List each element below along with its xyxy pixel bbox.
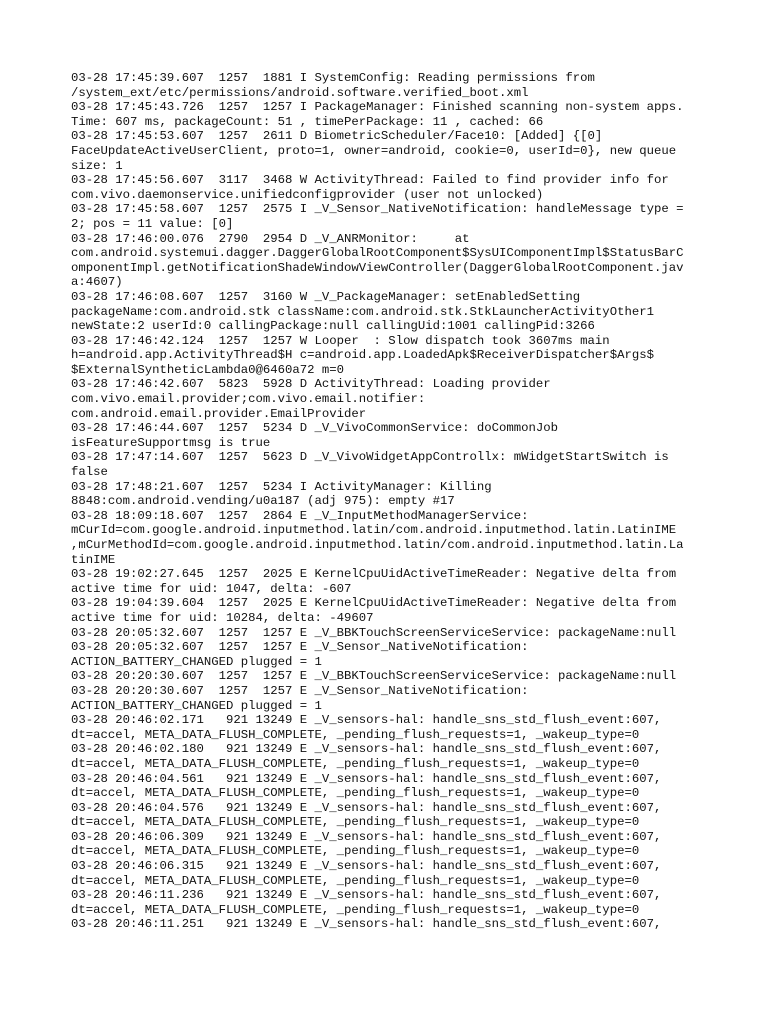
log-line: 03-28 20:46:04.561 921 13249 E _V_sensors-hal: handle_sns_std_flush_event:607,: [71, 771, 662, 786]
log-line: 03-28 20:05:32.607 1257 1257 E _V_Sensor_NativeNotification:: [71, 640, 529, 655]
log-line: ACTION_BATTERY_CHANGED plugged = 1: [71, 654, 322, 669]
log-line: 03-28 17:46:44.607 1257 5234 D _V_VivoCommonService: doCommonJob: [71, 421, 559, 436]
log-line: com.vivo.daemonservice.unifiedconfigprovider (user not unlocked): [71, 187, 544, 202]
log-line: 2; pos = 11 value: [0]: [71, 216, 234, 231]
log-line: 03-28 20:46:02.171 921 13249 E _V_sensors-hal: handle_sns_std_flush_event:607,: [71, 713, 662, 728]
log-line: 03-28 19:02:27.645 1257 2025 E KernelCpuUidActiveTimeReader: Negative delta from: [71, 567, 677, 582]
log-line: h=android.app.ActivityThread$H c=android.app.LoadedApk$ReceiverDispatcher$Args$: [71, 348, 654, 363]
log-line: omponentImpl.getNotificationShadeWindowViewController(DaggerGlobalRootComponent.jav: [71, 260, 684, 275]
log-line: 03-28 20:46:06.315 921 13249 E _V_sensors-hal: handle_sns_std_flush_event:607,: [71, 859, 662, 874]
log-line: /system_ext/etc/permissions/android.software.verified_boot.xml: [71, 85, 529, 100]
log-line: 03-28 20:20:30.607 1257 1257 E _V_BBKTouchScreenServiceService: packageName:null: [71, 669, 677, 684]
log-line: dt=accel, META_DATA_FLUSH_COMPLETE, _pending_flush_requests=1, _wakeup_type=0: [71, 756, 640, 771]
log-line: 03-28 20:20:30.607 1257 1257 E _V_Sensor_NativeNotification:: [71, 683, 529, 698]
log-document: [71, 71, 701, 932]
log-line: 03-28 19:04:39.604 1257 2025 E KernelCpuUidActiveTimeReader: Negative delta from: [71, 596, 677, 611]
log-line: com.vivo.email.provider;com.vivo.email.notifier:: [71, 392, 426, 407]
log-line: 03-28 20:05:32.607 1257 1257 E _V_BBKTouchScreenServiceService: packageName:null: [71, 625, 677, 640]
log-line: 03-28 17:45:43.726 1257 1257 I PackageManager: Finished scanning non-system apps.: [71, 100, 684, 115]
log-line: size: 1: [71, 158, 123, 173]
log-line: packageName:com.android.stk className:com.android.stk.StkLauncherActivityOther1: [71, 304, 654, 319]
log-line: dt=accel, META_DATA_FLUSH_COMPLETE, _pending_flush_requests=1, _wakeup_type=0: [71, 844, 640, 859]
log-line: com.android.systemui.dagger.DaggerGlobalRootComponent$SysUIComponentImpl$StatusBarC: [71, 246, 684, 261]
log-line: tinIME: [71, 552, 116, 567]
log-line: 03-28 17:45:39.607 1257 1881 I SystemConfig: Reading permissions from: [71, 71, 595, 85]
log-line: false: [71, 465, 108, 480]
log-line: ,mCurMethodId=com.google.android.inputmethod.latin/com.android.inputmethod.latin.La: [71, 538, 684, 552]
log-line: dt=accel, META_DATA_FLUSH_COMPLETE, _pending_flush_requests=1, _wakeup_type=0: [71, 873, 640, 888]
log-line: 03-28 20:46:06.309 921 13249 E _V_sensors-hal: handle_sns_std_flush_event:607,: [71, 829, 662, 844]
log-line: active time for uid: 10284, delta: -49607: [71, 610, 374, 625]
log-line: a:4607): [71, 275, 123, 290]
log-line: 03-28 20:46:04.576 921 13249 E _V_sensors-hal: handle_sns_std_flush_event:607,: [71, 800, 662, 815]
log-line: 03-28 20:46:11.251 921 13249 E _V_sensors-hal: handle_sns_std_flush_event:607,: [71, 917, 662, 932]
log-line: newState:2 userId:0 callingPackage:null callingUid:1001 callingPid:3266: [71, 319, 595, 334]
log-line: FaceUpdateActiveUserClient, proto=1, owner=android, cookie=0, userId=0}, new queue: [71, 143, 677, 158]
log-line: $ExternalSyntheticLambda0@6460a72 m=0: [71, 362, 345, 377]
log-line: 03-28 17:45:56.607 3117 3468 W ActivityThread: Failed to find provider info for: [71, 173, 669, 188]
log-line: ACTION_BATTERY_CHANGED plugged = 1: [71, 698, 322, 713]
log-line: dt=accel, META_DATA_FLUSH_COMPLETE, _pending_flush_requests=1, _wakeup_type=0: [71, 727, 640, 742]
log-line: 03-28 17:46:08.607 1257 3160 W _V_PackageManager: setEnabledSetting: [71, 289, 581, 304]
log-line: 03-28 17:46:42.124 1257 1257 W Looper : Slow dispatch took 3607ms main: [71, 333, 610, 348]
log-line: 03-28 20:46:11.236 921 13249 E _V_sensors-hal: handle_sns_std_flush_event:607,: [71, 888, 662, 903]
log-line: 03-28 17:47:14.607 1257 5623 D _V_VivoWidgetAppControllx: mWidgetStartSwitch is: [71, 450, 669, 465]
log-line: 03-28 17:46:42.607 5823 5928 D ActivityThread: Loading provider: [71, 377, 551, 392]
log-line: 03-28 17:45:53.607 1257 2611 D BiometricScheduler/Face10: [Added] {[0]: [71, 129, 603, 144]
log-line: 03-28 20:46:02.180 921 13249 E _V_sensors-hal: handle_sns_std_flush_event:607,: [71, 742, 662, 757]
log-line: active time for uid: 1047, delta: -607: [71, 581, 352, 596]
log-line: dt=accel, META_DATA_FLUSH_COMPLETE, _pending_flush_requests=1, _wakeup_type=0: [71, 902, 640, 917]
log-line: isFeatureSupportmsg is true: [71, 435, 271, 450]
log-line: mCurId=com.google.android.inputmethod.latin/com.android.inputmethod.latin.LatinIME: [71, 523, 677, 538]
log-line: 03-28 18:09:18.607 1257 2864 E _V_InputMethodManagerService:: [71, 508, 529, 523]
log-line: dt=accel, META_DATA_FLUSH_COMPLETE, _pending_flush_requests=1, _wakeup_type=0: [71, 786, 640, 801]
log-line: 8848:com.android.vending/u0a187 (adj 975): empty #17: [71, 494, 455, 509]
log-line: 03-28 17:46:00.076 2790 2954 D _V_ANRMonitor: at: [71, 231, 470, 246]
log-line: 03-28 17:48:21.607 1257 5234 I ActivityManager: Killing: [71, 479, 492, 494]
log-line: Time: 607 ms, packageCount: 51 , timePerPackage: 11 , cached: 66: [71, 114, 544, 129]
log-line: dt=accel, META_DATA_FLUSH_COMPLETE, _pending_flush_requests=1, _wakeup_type=0: [71, 815, 640, 830]
log-line: 03-28 17:45:58.607 1257 2575 I _V_Sensor_NativeNotification: handleMessage type =: [71, 202, 684, 217]
log-line: com.android.email.provider.EmailProvider: [71, 406, 367, 421]
